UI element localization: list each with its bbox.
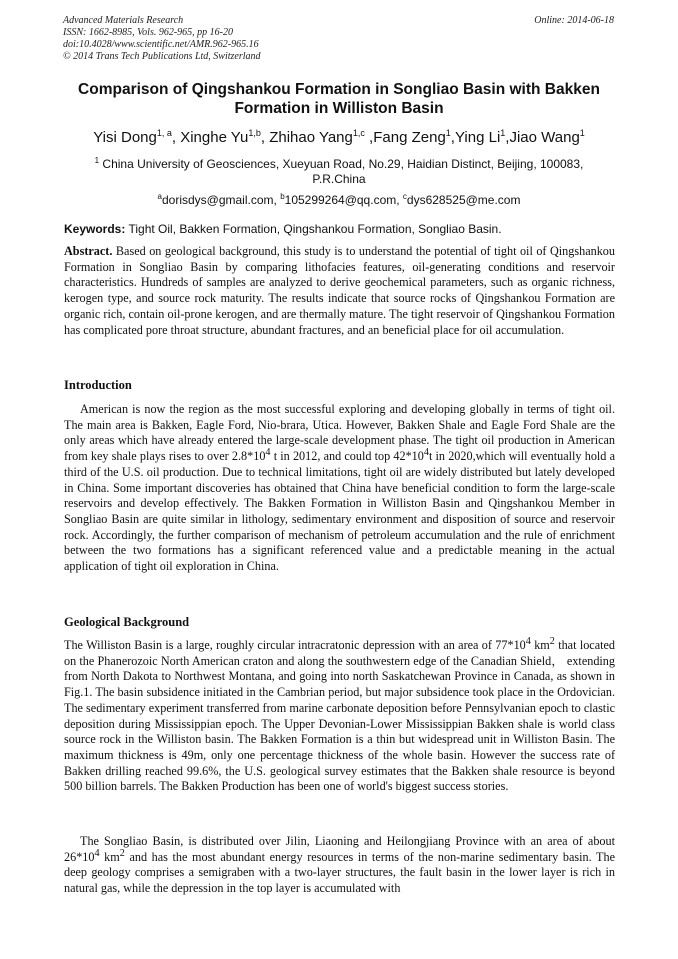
abstract-label: Abstract. [64,244,113,258]
title-line-1: Comparison of Qingshankou Formation in Songliao Basin with Bakken [78,81,600,98]
online-date: Online: 2014-06-18 [534,15,614,26]
geology-sup-1: 4 [525,635,531,647]
intro-text-3: t in 2020,which will eventually hold a third of the U.S. oil production. Due to technical limitations, tight oil are widely distributed but lately developed in China. Some important discoveries has obtained that China have beneficial condition to form the large-scale reservoirs and develop effectively. The Bakken Formation in Williston Basin and Qingshankou Member in Songliao Basin are quite similar in lithology, sedimentary environment and disposition of source and reservoir rock. Accordingly, the further comparison of mechanism of petroleum accumulation and the rule of enrichment between the two formations has a significant referenced value and a predictable meaning in the actual application of tight oil exploration in China. [64,449,615,574]
author-affil-sup: 1, a [156,128,172,138]
geology-heading: Geological Background [64,615,190,629]
email-address[interactable]: 105299264@qq.com, [284,193,403,207]
abstract [64,244,615,338]
email-list [60,193,618,207]
geology-unit-2: km [99,849,120,864]
geology-paragraph-2 [64,834,615,897]
geology-text-4: and has the most abundant energy resources in terms of the non-marine sedimentary basin. The deep geology comprises a semigraben with a two-layer structures, the fault basin in the lower layer is rich in natural gas, while the depression in the top layer is accumulated with [64,849,616,896]
author-name: Ying Li [454,129,501,146]
introduction-paragraph [64,402,615,575]
introduction-heading: Introduction [64,378,132,392]
title-line-2: Formation in Williston Basin [234,100,444,117]
affiliation-line-2: P.R.China [312,172,366,186]
geology-paragraph-1 [64,635,616,795]
geology-sup-2: 2 [549,635,555,647]
journal-header [63,15,261,63]
abstract-text: Based on geological background, this study is to understand the potential of tight oil of Qingshankou Formation in Songliao Basin by comparing lithofacies features, oil-generating conditions and reservoir characteristics. Hundreds of samples are analyzed to derive geochemical parameters, such as organic richness, kerogen type, and source rock maturity. The results indicate that source rocks of Qingshankou Formation are organic rich, contain oil-prone kerogen, and are thermally mature. The tight reservoir of Qingshankou Formation has complicated pore throat structure, abundant fractures, and an beneficial place for oil accumulation. [64,244,615,337]
geology-sup-3: 4 [94,847,100,859]
issn-line: ISSN: 1662-8985, Vols. 962-965, pp 16-20 [63,27,233,38]
geology-sup-4: 2 [119,847,125,859]
author-name: Xinghe Yu [180,129,249,146]
geology-text-3: The Songliao Basin, is distributed over Jilin, Liaoning and Heilongjiang Province with an area of about 26*10 [64,834,615,864]
author-name: Jiao Wang [509,129,580,146]
author-affil-sup: 1 [445,128,451,138]
geology-text-2: that located on the Phanerozoic North American craton and along the southwestern edge of the Canadian Shield， extending from North Dakota to Northwest Montana, and going into north Saskatchewan Province in Canada, as shown in Fig.1. The basin subsidence initiated in the Cambrian period, but major subsidence took place in the Ordovician. The sedimentary experiment transferred from marine carbonate deposition before Pennsylvanian epoch to clastic deposition during Mississippian epoch. The Upper Devonian-Lower Mississippian Bakken shale is world class source rock in the Williston basin. The Bakken Formation is a thin but widespread unit in Williston Basin. The maximum thickness is 49m, only one percentage thickness of the whole basin. However the success rate of Bakken drilling reached 99.6%, the U.S. geological survey estimates that the Bakken shale resource is beyond 500 billion barrels. The Bakken Production has been one of world's biggest success stories. [64,638,616,794]
email-address[interactable]: dys628525@me.com [406,193,521,207]
email-sup: b [280,192,285,201]
keywords-label: Keywords: [64,222,126,236]
author-affil-sup: 1,c [352,128,365,138]
author-name: Yisi Dong [93,129,157,146]
affiliation-line-1: China University of Geosciences, Xueyuan Road, No.29, Haidian Distinct, Beijing, 100083, [99,157,584,171]
doi-line: doi:10.4028/www.scientific.net/AMR.962-965.16 [63,39,259,50]
intro-text-2: t in 2012, and could top 42*10 [270,449,424,464]
email-address[interactable]: dorisdys@gmail.com, [161,193,281,207]
geology-text-1: The Williston Basin is a large, roughly circular intracratonic depression with an area of 77*10 [64,638,526,652]
intro-text-1: American is now the region as the most successful exploring and developing globally in terms of tight oil. The main area is Bakken, Eagle Ford, Nio-brara, Utica. However, Bakken Shale and Eagle Ford Shale are the only areas which have already entered the large-scale development phase. The tight oil production in American from key shale plays rises to over 2.8*10 [64,402,615,464]
paper-title [40,80,638,118]
geology-unit-1: km [530,638,550,652]
affiliation [60,157,618,187]
author-separator: , [171,129,181,146]
author-affil-sup: 1,b [248,128,261,138]
intro-sup-1: 4 [265,447,271,459]
email-sup: c [402,192,407,201]
journal-name: Advanced Materials Research [63,15,184,26]
keywords [64,222,616,236]
affiliation-sup: 1 [94,156,100,165]
author-name: Zhihao Yang [269,129,353,146]
author-separator: , [450,129,455,146]
keywords-text: Tight Oil, Bakken Formation, Qingshankou Formation, Songliao Basin. [125,222,502,236]
author-affil-sup: 1 [500,128,506,138]
copyright-line: © 2014 Trans Tech Publications Ltd, Switzerland [63,51,261,62]
intro-sup-2: 4 [423,447,429,459]
author-separator: , [505,129,510,146]
author-list [20,129,658,146]
author-separator: , [364,129,374,146]
author-name: Fang Zeng [373,129,446,146]
email-sup: a [157,192,162,201]
author-affil-sup: 1 [579,128,585,138]
author-separator: , [260,129,270,146]
